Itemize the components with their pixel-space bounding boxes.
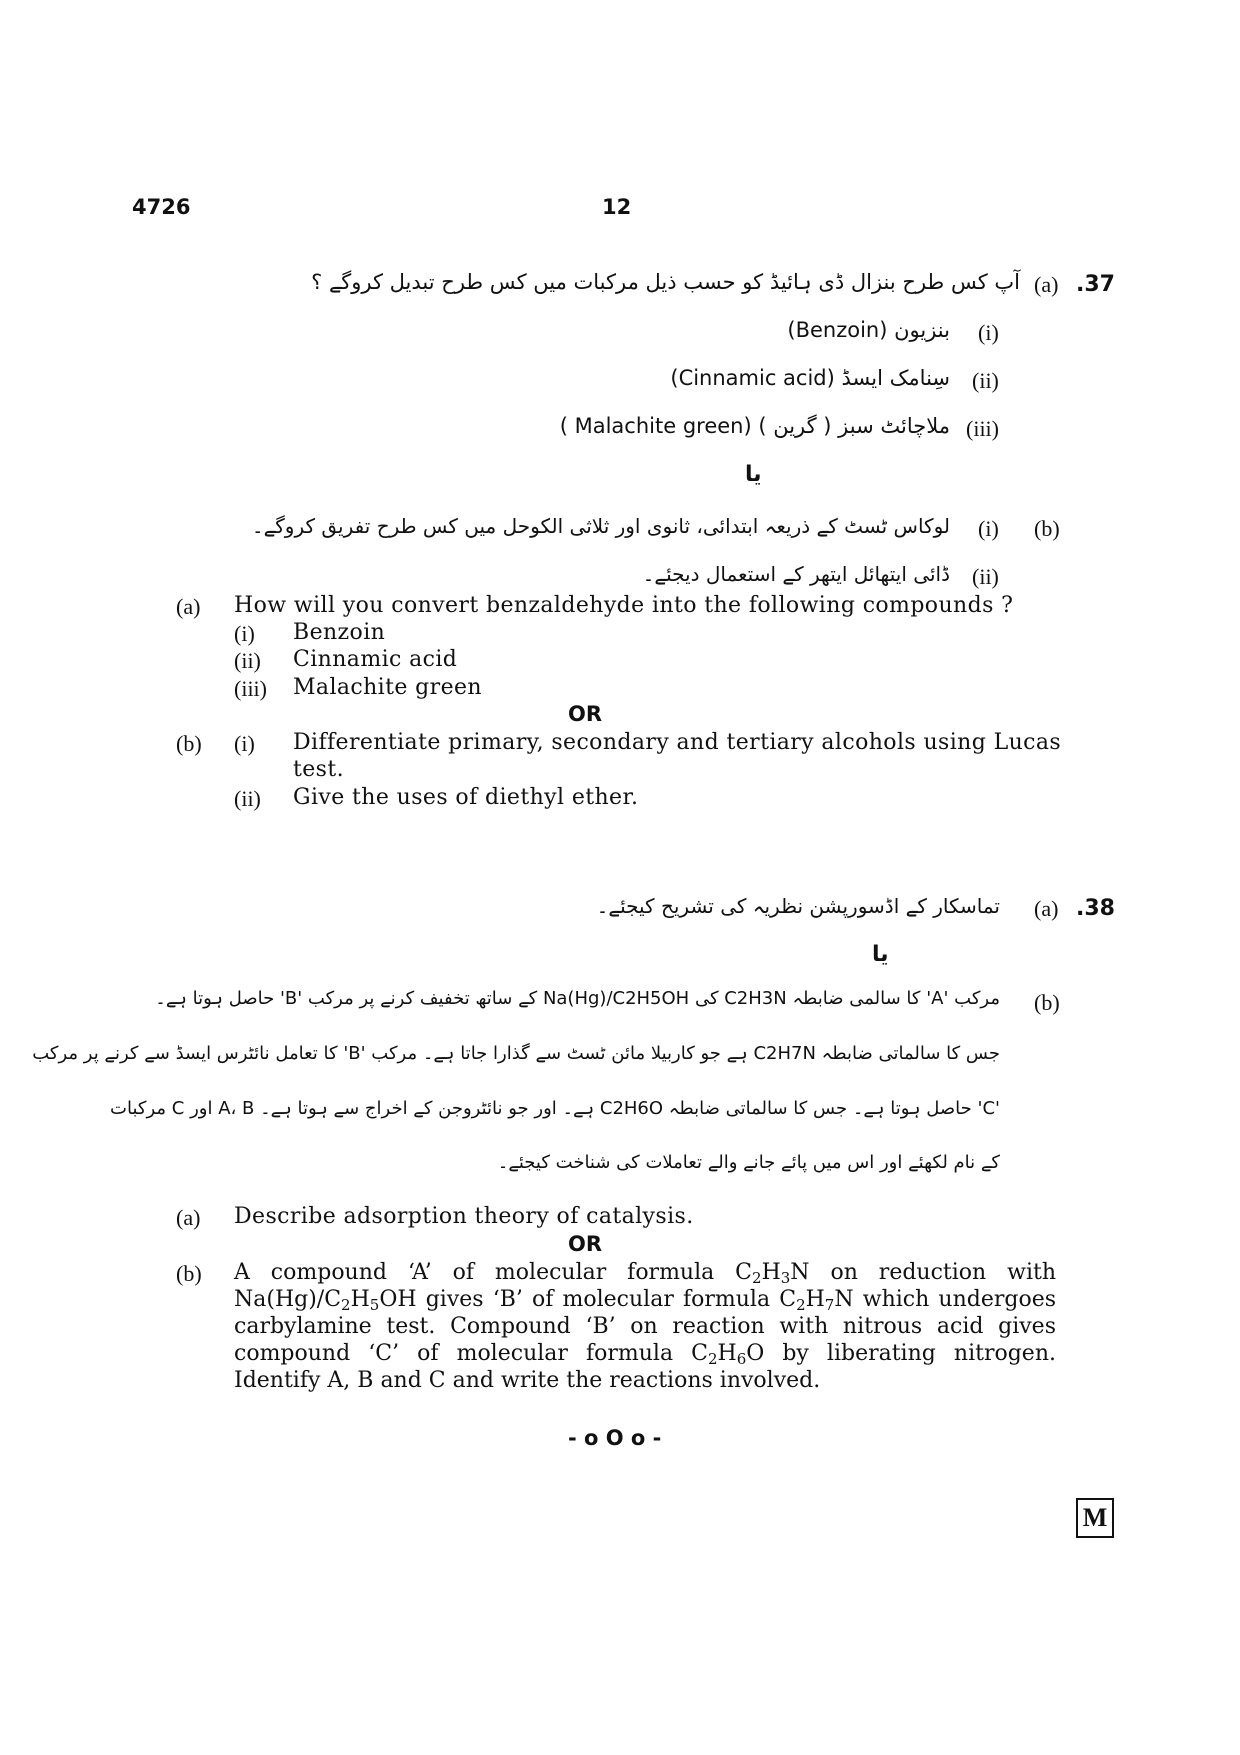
end-mark: - o O o - bbox=[568, 1426, 662, 1450]
paper-code: 4726 bbox=[132, 195, 191, 219]
q37-en-b-ii-text: Give the uses of diethyl ether. bbox=[293, 785, 639, 810]
q37-en-a-label: (a) bbox=[176, 594, 201, 619]
q38-en-b-label: (b) bbox=[176, 1261, 202, 1286]
q37-urdu-a-label: (a) bbox=[1034, 272, 1059, 297]
q37-en-a-text: How will you convert benzaldehyde into the following compounds ? bbox=[234, 593, 1014, 618]
q37-en-i-text: Benzoin bbox=[293, 620, 386, 645]
q37-en-ii-text: Cinnamic acid bbox=[293, 647, 458, 672]
q38-en-b-paragraph: A compound ‘A’ of molecular formula $C_2H_3N$ on reduction with $Na(Hg)/C_2H_5OH$ gives ‘B’ of molecular formula $C_2H_7N$ which undergoes carbylamine test. Compound ‘B’ on reaction with nitrous acid gives compound ‘C’ of molecular formula $C_2H_6O$ by liberating nitrogen. Identify A, B and C and write the reactions involved. bbox=[234, 1260, 1057, 1393]
q38-urdu-b-line1: مرکب 'A' کا سالمی ضابطہ C2H3N کی Na(Hg)/C2H5OH کے ساتھ تخفیف کرنے پر مرکب 'B' حاصل ہوتا ہے۔ bbox=[155, 988, 1000, 1009]
q37-urdu-b-i-text: لوکاس ٹسٹ کے ذریعہ ابتدائی، ثانوی اور ثلاثی الکوحل میں کس طرح تفریق کروگے۔ bbox=[251, 514, 950, 538]
q37-en-b-i-text-line1: Differentiate primary, secondary and tertiary alcohols using Lucas bbox=[293, 730, 1062, 755]
q37-en-b-i-label: (i) bbox=[234, 731, 255, 756]
q37-en-b-i-text-line2: test. bbox=[293, 757, 344, 782]
page-number: 12 bbox=[602, 195, 632, 219]
q38-en-or: OR bbox=[568, 1232, 603, 1256]
q37-en-iii-text: Malachite green bbox=[293, 675, 482, 700]
q37-urdu-iii-label: (iii) bbox=[966, 416, 999, 441]
q37-en-ii-label: (ii) bbox=[234, 648, 261, 673]
q37-urdu-i-text: بنزیون (Benzoin) bbox=[787, 318, 950, 342]
q37-urdu-b-ii-label: (ii) bbox=[972, 564, 999, 589]
series-mark-box: M bbox=[1076, 1498, 1114, 1538]
q37-urdu-b-ii-text: ڈائی ایتھائل ایتھر کے استعمال دیجئے۔ bbox=[642, 562, 950, 586]
q38-urdu-b-line4: کے نام لکھئے اور اس میں پائے جانے والے تعاملات کی شناخت کیجئے۔ bbox=[497, 1152, 1000, 1173]
q37-en-i-label: (i) bbox=[234, 621, 255, 646]
q38-en-a-label: (a) bbox=[176, 1205, 201, 1230]
q37-urdu-b-i-label: (i) bbox=[978, 516, 999, 541]
q38-urdu-b-line3: 'C' حاصل ہوتا ہے۔ جس کا سالماتی ضابطہ C2H6O ہے۔ اور جو نائٹروجن کے اخراج سے ہوتا ہے۔ A، B اور C مرکبات bbox=[110, 1098, 1000, 1119]
q38-en-a-text: Describe adsorption theory of catalysis. bbox=[234, 1204, 694, 1229]
q37-en-b-label: (b) bbox=[176, 731, 202, 756]
q37-en-or: OR bbox=[568, 702, 603, 726]
q37-en-iii-label: (iii) bbox=[234, 676, 267, 701]
q38-urdu-or: یا bbox=[872, 942, 889, 967]
q37-en-b-ii-label: (ii) bbox=[234, 786, 261, 811]
q37-number: .37 bbox=[1076, 272, 1115, 297]
q38-urdu-b-label: (b) bbox=[1034, 990, 1060, 1015]
q37-urdu-iii-text: ملاچائٹ سبز ( گرین ) (Malachite green ) bbox=[559, 414, 950, 438]
q37-urdu-ii-label: (ii) bbox=[972, 368, 999, 393]
q37-urdu-a-text: آپ کس طرح بنزال ڈی ہائیڈ کو حسب ذیل مرکبات میں کس طرح تبدیل کروگے ؟ bbox=[311, 270, 1020, 294]
q38-urdu-a-label: (a) bbox=[1034, 896, 1059, 921]
q38-urdu-b-line2: جس کا سالماتی ضابطہ C2H7N ہے جو کاربیلا مائن ٹسٹ سے گذارا جاتا ہے۔ مرکب 'B' کا تعامل نائٹرس ایسڈ سے کرنے پر مرکب bbox=[32, 1043, 1000, 1064]
q37-urdu-ii-text: سِنامک ایسڈ (Cinnamic acid) bbox=[670, 366, 950, 390]
q38-urdu-a-text: تماسکار کے اڈسورپشن نظریہ کی تشریح کیجئے۔ bbox=[596, 894, 1000, 918]
q38-number: .38 bbox=[1076, 896, 1115, 921]
q37-urdu-i-label: (i) bbox=[978, 320, 999, 345]
q37-urdu-or: یا bbox=[745, 462, 762, 487]
q37-urdu-b-label: (b) bbox=[1034, 516, 1060, 541]
